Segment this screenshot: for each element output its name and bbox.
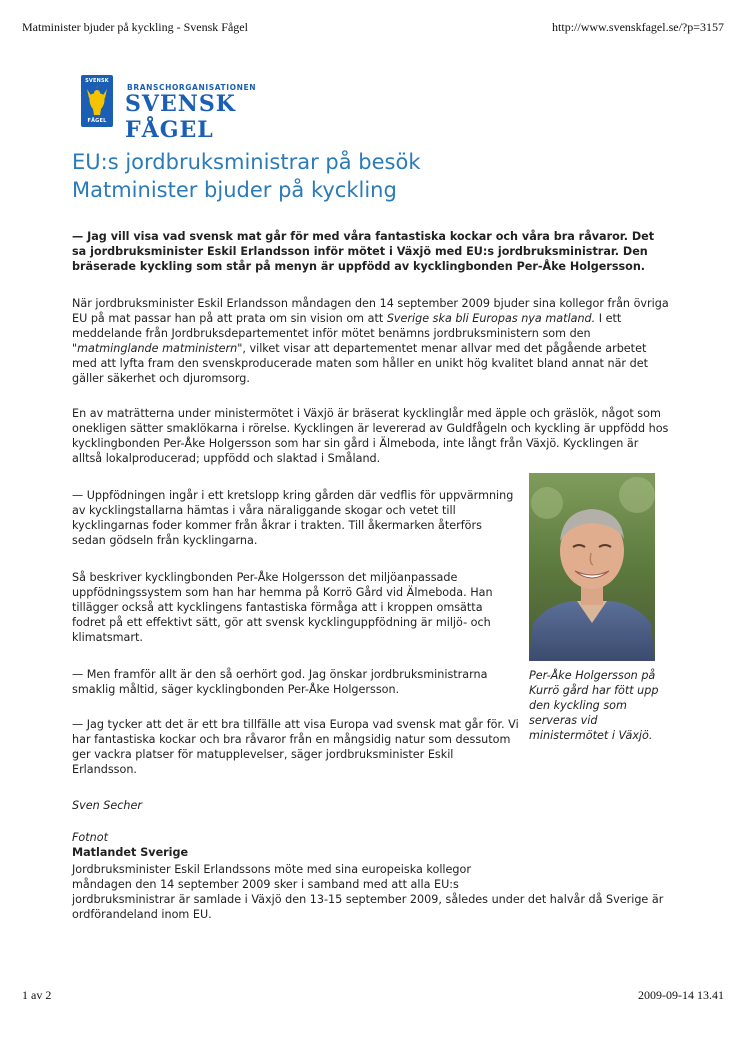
article-kicker: EU:s jordbruksministrar på besök [72, 150, 421, 174]
article-title: Matminister bjuder på kyckling [72, 178, 397, 202]
print-footer [22, 988, 724, 1003]
footnote-line: måndagen den 14 september 2009 sker i samband med att alla EU:s [72, 878, 459, 891]
print-timestamp: 2009-09-14 13.41 [638, 988, 724, 1002]
farmer-photo [529, 473, 655, 661]
article-paragraph-5: — Men framför allt är den så oerhört god. Jag önskar jordbruksministrarna smaklig måltid, säger kycklingbonden Per-Åke Holgersson. [72, 668, 488, 696]
logo-name-text: SVENSK FÅGEL [125, 91, 236, 143]
logo-badge-bottom-text: FÅGEL [87, 118, 107, 124]
article-signature: Sven Secher [72, 799, 142, 812]
article-paragraph-2: En av maträtterna under ministermötet i Växjö är bräserat kycklinglår med äpple och gräslök, något som onekligen sätter smaklökarna i rörelse. Kycklingen är levererad av Guldfågeln och kyckling är uppfödd hos kycklingbonden Per-Åke Holgersson som har sin gård i Älmeboda, inte långt från Växjö. Kycklingen är alltså lokalproducerad; uppfödd och slaktad i Småland. [72, 407, 669, 465]
svensk-fagel-logo[interactable] [81, 75, 311, 143]
photo-caption: Per-Åke Holgersson på Kurrö gård har fött upp den kyckling som serveras vid ministermötet i Växjö. [529, 669, 659, 742]
logo-badge [81, 75, 113, 127]
emphasis-text: "matminglande matministern" [72, 342, 243, 355]
logo-org-text: BRANSCHORGANISATIONEN [127, 83, 257, 92]
print-header-title: Matminister bjuder på kyckling - Svensk Fågel [22, 20, 248, 34]
article-paragraph-1 [72, 296, 672, 386]
print-header-url: http://www.svenskfagel.se/?p=3157 [552, 20, 724, 34]
footnote-body [72, 862, 672, 922]
page-counter: 1 av 2 [22, 988, 52, 1002]
footnote-title: Matlandet Sverige [72, 846, 189, 859]
emphasis-text: Sverige ska bli Europas nya matland. [386, 312, 596, 325]
print-header [22, 20, 724, 35]
footnote-line: jordbruksministrar är samlade i Växjö den 13-15 september 2009, således under det halvår då Sverige är ordförandeland inom EU. [72, 893, 664, 921]
footnote-line: Jordbruksminister Eskil Erlandssons möte med sina europeiska kollegor [72, 863, 471, 876]
article-paragraph-3: — Uppfödningen ingår i ett kretslopp kring gården där vedflis för uppvärmning av kycklingstallarna hämtas i våra näraliggande skogar och vetet till kycklingarnas foder kommer från åkrar i trakten. Till åkermarken återförs sedan gödseln från kycklingarna. [72, 489, 514, 547]
paragraph-text: När jordbruksminister Eskil Erlandsson måndagen den 14 september 2009 bjuder sina kollegor från övriga EU på mat passar han på att prata om sin vision om att [72, 297, 669, 325]
article-lead: — Jag vill visa vad svensk mat går för med våra fantastiska kockar och våra bra råvaror. Det sa jordbruksminister Eskil Erlandsson inför mötet i Växjö med EU:s jordbruksministrar. Den bräserade kyckling som står på menyn är uppfödd av kycklingbonden Per-Åke Holgersson. [72, 230, 655, 273]
article-paragraph-4: Så beskriver kycklingbonden Per-Åke Holgersson det miljöanpassade uppfödningssystem som han har hemma på Korrö Gård vid Älmeboda. Han tillägger också att kycklingens fantastiska förmåga att i kroppen omsätta fodret på ett effektivt sätt, gör att svensk kycklinguppfödning är miljö- och klimatsmart. [72, 571, 493, 644]
article-paragraph-6: — Jag tycker att det är ett bra tillfälle att visa Europa vad svensk mat går för. Vi har fantastiska kockar och bra råvaror från en mångsidig natur som dessutom ger vackra platser för matupplevelser, säger jordbruksminister Eskil Erlandsson. [72, 718, 519, 776]
paragraph-text: , vilket visar att departementet menar allvar med det pågående arbetet med att lyfta fram den svenskproducerade maten som håller en unikt hög kvalitet bland annat när det gäller säkerhet och djuromsorg. [72, 342, 648, 385]
logo-badge-top-text: SVENSK [85, 78, 109, 84]
chicken-icon [84, 85, 110, 117]
paragraph-text: I ett meddelande från Jordbruksdepartementet inför mötet benämns jordbruksministern som den [72, 312, 622, 340]
footnote-label: Fotnot [72, 831, 108, 844]
